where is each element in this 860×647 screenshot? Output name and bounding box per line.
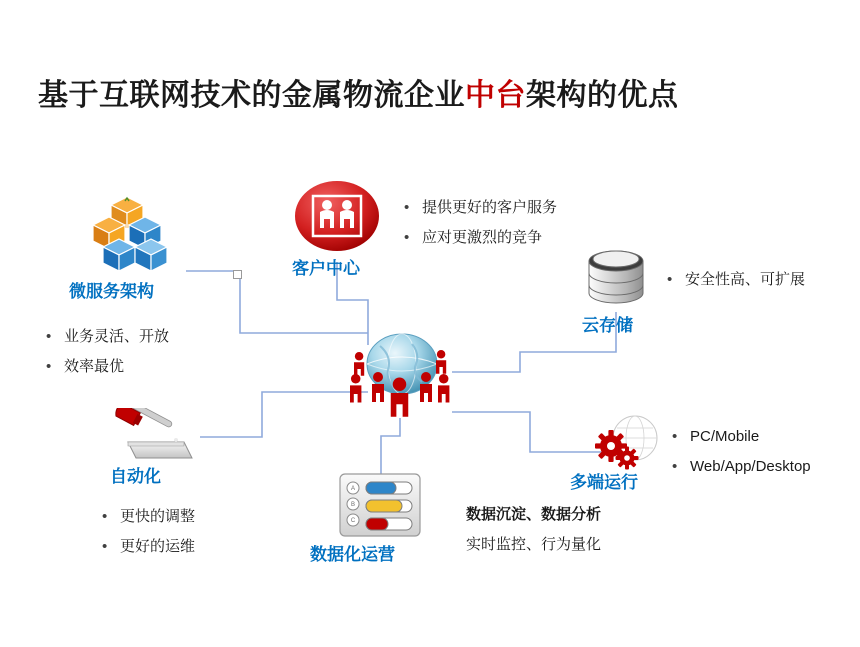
node-bullets-multi-terminal [668, 422, 811, 482]
node-bullets-data-operation [452, 500, 601, 560]
bullet-item: • 应对更激烈的竞争 [400, 223, 557, 253]
globe-people-icon [340, 330, 465, 425]
node-label-customer-center: 客户中心 [292, 259, 360, 278]
node-bullets-cloud-storage [663, 265, 805, 295]
artifact-square [233, 270, 242, 279]
node-bullets-customer-center [400, 193, 557, 253]
node-bullets-automation [98, 502, 195, 562]
svg-text:B: B [350, 502, 356, 508]
people-circle-icon [293, 178, 381, 259]
node-label-data-operation: 数据化运营 [310, 545, 395, 564]
bullet-item: • 业务灵活、开放 [42, 322, 169, 352]
bullet-item: • 效率最优 [42, 352, 169, 382]
bullet-item: • 更好的运维 [98, 532, 195, 562]
bullet-item: • Web/App/Desktop [668, 452, 811, 482]
bullet-item: • PC/Mobile [668, 422, 811, 452]
page-title-post: 架构的优点 [526, 79, 679, 112]
cubes-icon [85, 195, 185, 278]
node-label-automation: 自动化 [110, 467, 161, 486]
node-bullets-microservice [42, 322, 169, 382]
node-label-multi-terminal: 多端运行 [570, 473, 638, 492]
bullet-item: 实时监控、行为量化 [466, 536, 602, 553]
svg-text:A: A [350, 486, 356, 492]
database-icon [581, 245, 651, 318]
node-label-cloud-storage: 云存储 [582, 316, 633, 335]
svg-text:C: C [350, 518, 356, 524]
bullet-item: • 安全性高、可扩展 [663, 265, 805, 295]
bullet-item: 数据沉淀、数据分析 [466, 506, 602, 523]
test-tubes-icon [336, 470, 424, 545]
bullet-item: • 更快的调整 [98, 502, 195, 532]
page-title-pre: 基于互联网技术的金属物流企业 [38, 79, 465, 112]
page-title-highlight: 中台 [465, 79, 526, 112]
node-label-microservice: 微服务架构 [69, 282, 154, 301]
bullet-item: • 提供更好的客户服务 [400, 193, 557, 223]
